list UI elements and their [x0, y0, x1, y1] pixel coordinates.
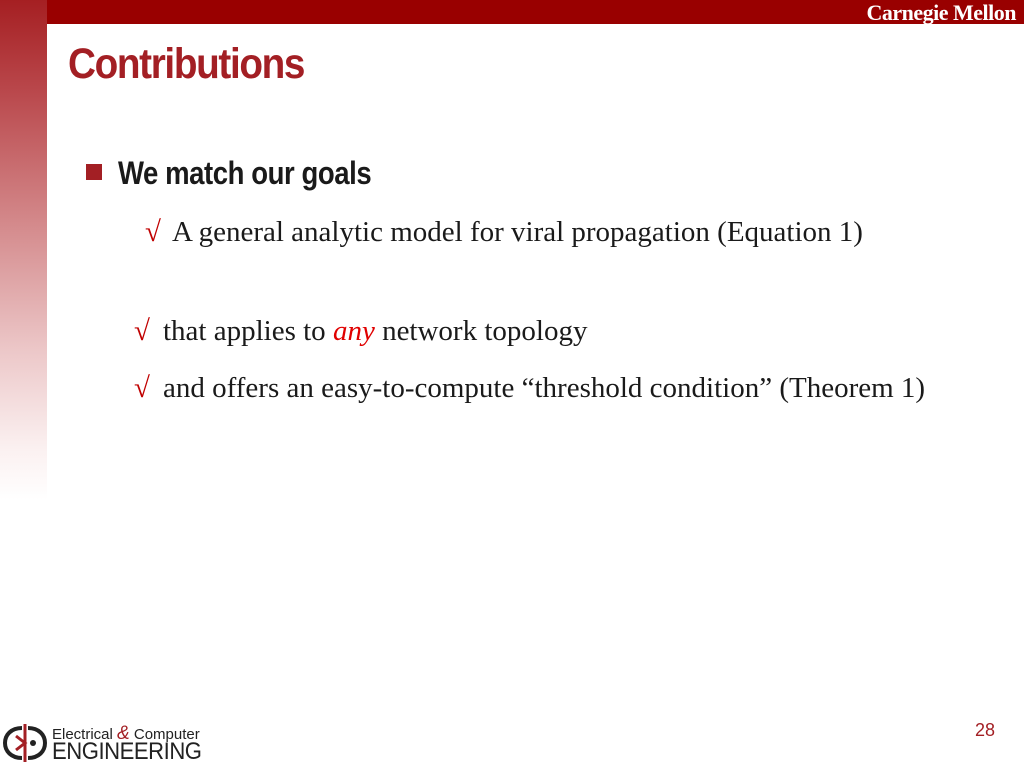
- emphasis-any: any: [332, 315, 375, 347]
- main-bullet: [86, 155, 412, 192]
- logo-line2: ENGINEERING: [52, 738, 202, 765]
- side-gradient-bar: [0, 0, 47, 500]
- ece-emblem-icon: [2, 722, 48, 764]
- page-number: 28: [974, 720, 995, 740]
- carnegie-mellon-logo: Carnegie Mellon: [866, 0, 1016, 25]
- checkmark-icon: √: [145, 216, 161, 248]
- logo-ampersand: &: [117, 723, 130, 744]
- subpoint-model: [145, 211, 965, 253]
- top-banner: [0, 0, 1024, 24]
- checkmark-icon: √: [134, 315, 150, 347]
- logo-word-computer: Computer: [129, 726, 200, 743]
- subpoint-text: [134, 310, 954, 352]
- checkmark-icon: √: [134, 372, 150, 404]
- ece-logo: [2, 722, 222, 764]
- logo-word-electrical: Electrical: [52, 726, 118, 743]
- subpoint-text-before: that applies to: [163, 315, 333, 347]
- subpoint-threshold: [134, 367, 954, 409]
- slide-title: Contributions: [68, 40, 305, 88]
- subpoint-text: and offers an easy-to-compute “threshold condition” (Theorem 1): [163, 372, 926, 404]
- subpoint-topology: [134, 310, 954, 352]
- square-bullet-icon: [86, 164, 102, 180]
- main-bullet-text: We match our goals: [118, 155, 372, 191]
- subpoint-text: A general analytic model for viral propagation (Equation 1): [172, 216, 863, 248]
- subpoint-text-after: network topology: [374, 315, 588, 347]
